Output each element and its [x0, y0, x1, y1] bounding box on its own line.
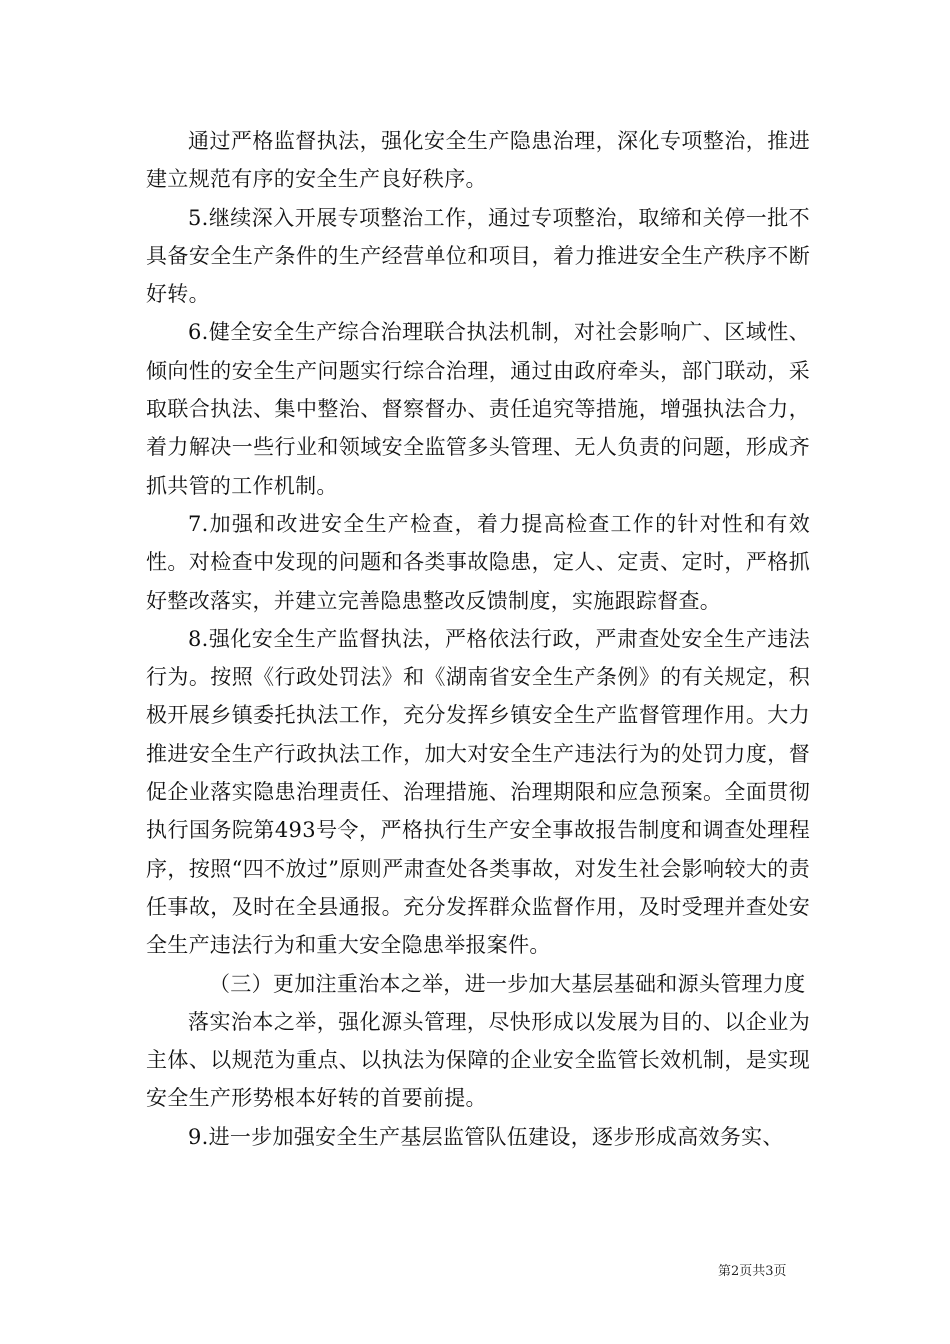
paragraph-item-6: 6.健全安全生产综合治理联合执法机制，对社会影响广、区域性、倾向性的安全生产问题实行综合治理，通过由政府牵头，部门联动，采取联合执法、集中整治、督察督办、责任追究等措施，增强执法合力，着力解决一些行业和领域安全监管多头管理、无人负责的问题，形成齐抓共管的工作机制。 [146, 320, 810, 498]
paragraph-intro: 通过严格监督执法，强化安全生产隐患治理，深化专项整治，推进建立规范有序的安全生产良好秩序。 [146, 129, 810, 192]
page-indicator: 第2页共3页 [718, 1264, 787, 1279]
paragraph-item-7: 7.加强和改进安全生产检查，着力提高检查工作的针对性和有效性。对检查中发现的问题和各类事故隐患，定人、定责、定时，严格抓好整改落实，并建立完善隐患整改反馈制度，实施跟踪督查。 [146, 511, 810, 613]
paragraph-item-5: 5.继续深入开展专项整治工作，通过专项整治，取缔和关停一批不具备安全生产条件的生产经营单位和项目，着力推进安全生产秩序不断好转。 [146, 205, 810, 307]
document-body [146, 122, 810, 1156]
paragraph-section-intro: 落实治本之举，强化源头管理，尽快形成以发展为目的、以企业为主体、以规范为重点、以执法为保障的企业安全监管长效机制，是实现安全生产形势根本好转的首要前提。 [146, 1009, 810, 1111]
paragraph-item-8: 8.强化安全生产监督执法，严格依法行政，严肃查处安全生产违法行为。按照《行政处罚法》和《湖南省安全生产条例》的有关规定，积极开展乡镇委托执法工作，充分发挥乡镇安全生产监督管理作用。大力推进安全生产行政执法工作，加大对安全生产违法行为的处罚力度，督促企业落实隐患治理责任、治理措施、治理期限和应急预案。全面贯彻执行国务院第493号令，严格执行生产安全事故报告制度和调查处理程序，按照“四不放过”原则严肃查处各类事故，对发生社会影响较大的责任事故，及时在全县通报。充分发挥群众监督作用，及时受理并查处安全生产违法行为和重大安全隐患举报案件。 [146, 626, 810, 958]
section-heading: （三）更加注重治本之举，进一步加大基层基础和源头管理力度 [209, 971, 806, 996]
paragraph-item-9: 9.进一步加强安全生产基层监管队伍建设，逐步形成高效务实、 [188, 1124, 784, 1149]
